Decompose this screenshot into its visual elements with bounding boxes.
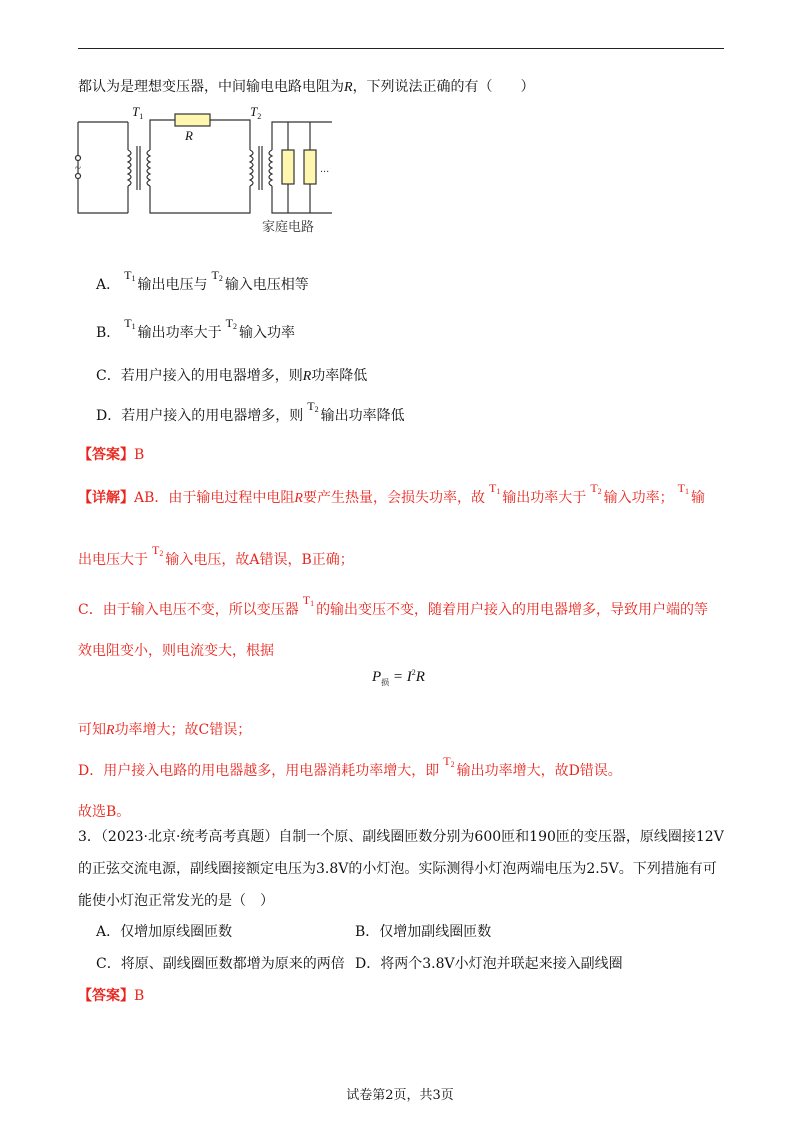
ac-terminal-bottom [76,174,81,179]
t1-symbol: $T_1$ [677,481,689,496]
option-letter: A． [96,277,121,293]
detail-text: 输出功率增大，故D错误。 [456,763,622,779]
option-text: 输入功率 [238,325,295,341]
detail-line-5 [78,720,251,741]
option-text: 输出功率降低 [320,408,405,424]
more-loads-ellipsis: ... [320,163,330,175]
answer-value: B [134,447,145,463]
detail-text: 出电压大于 [78,552,148,568]
detail-line-1 [78,481,705,512]
page-footer: 试卷第2页，共3页 [346,1088,454,1103]
detail-tag: 【详解】 [78,490,134,506]
q3-line-3: 能使小灯泡正常发光的是（ ） [78,893,274,909]
t2-symbol: $T_2$ [307,399,319,414]
t1-label: $T_1$ [132,104,144,121]
option-text: 功率降低 [311,368,368,384]
detail-line-2 [78,543,354,574]
r-symbol: R [106,723,115,738]
t1-symbol: $T_1$ [124,268,136,283]
formula-subscript: 损 [381,678,390,687]
detail-text: 的输出变压不变，随着用户接入的用电器增多，导致用户端的等 [316,602,709,618]
option-text: 若用户接入的用电器增多，则 [121,408,304,424]
option-text: 输出功率大于 [137,325,222,341]
ac-terminal-top [76,156,81,161]
t1-symbol: $T_1$ [302,593,315,608]
r-symbol: R [302,369,312,384]
t2-symbol: $T_2$ [443,754,455,769]
t2-label: $T_2$ [250,104,262,121]
t2-symbol: $T_2$ [590,481,602,496]
detail-text: 输 [691,490,705,506]
t1-primary-coil [128,150,131,186]
t2-secondary-coil [269,150,272,186]
household-load-2 [304,150,316,184]
q3-option-a: A．仅增加原线圈匝数 [96,924,233,940]
option-b [96,316,295,347]
r-symbol: R [294,491,303,506]
t2-primary-coil [250,150,253,186]
t1-symbol: $T_1$ [488,481,501,496]
option-a [96,268,309,299]
household-load-1 [282,150,294,184]
power-loss-formula [372,668,425,688]
option-text: 若用户接入的用电器增多，则 [120,368,303,384]
answer-2 [78,986,144,1006]
detail-text: 要产生热量，会损失功率，故 [302,490,485,506]
t1-secondary-coil [147,150,150,186]
r-label: R [185,128,193,143]
detail-text: 输出功率大于 [502,490,587,506]
option-c [96,366,367,387]
primary-wire-left [78,122,128,213]
q3-option-d: D．将两个3.8V小灯泡并联起来接入副线圈 [355,956,623,972]
option-text: 输入电压相等 [224,277,309,293]
detail-line-3 [78,593,709,624]
household-circuit-label: 家庭电路 [262,220,315,235]
formula-r: R [415,669,425,685]
formula-superscript: 2 [411,668,416,677]
question-intro [78,77,535,98]
answer-tag: 【答案】 [78,988,134,1004]
resistor-r [175,114,210,126]
detail-text: AB．由于输电过程中电阻 [134,490,295,506]
detail-text: D．用户接入电路的用电器越多，用电器消耗功率增大，即 [78,763,440,779]
t2-symbol: $T_2$ [152,543,164,558]
answer-tag: 【答案】 [78,447,134,463]
t2-symbol: $T_2$ [225,316,237,331]
answer-1 [78,445,144,465]
q3-option-b: B．仅增加副线圈匝数 [355,924,492,940]
header-rule [78,48,724,49]
option-letter: C． [96,368,121,384]
formula-p: P [372,669,382,685]
intro-text-end: ，下列说法正确的有（ ） [352,79,535,95]
t1-symbol: $T_1$ [124,316,136,331]
transformer-circuit-diagram [70,98,350,238]
detail-text: 输入电压，故A错误，B正确； [165,552,354,568]
option-text: 输出电压与 [137,277,208,293]
r-symbol: R [344,80,353,95]
q3-option-c: C．将原、副线圈匝数都增为原来的两倍 [96,956,345,972]
option-d [96,399,405,430]
detail-line-6 [78,754,622,785]
option-letter: B． [96,325,121,341]
formula-eq: = I [389,669,412,685]
detail-line-4: 效电阻变小，则电流变大，根据 [78,643,274,659]
detail-conclusion: 故选B。 [78,804,131,820]
detail-text: C．由于输入电压不变，所以变压器 [78,602,299,618]
ac-symbol: ~ [75,162,81,174]
answer-value: B [134,988,145,1004]
detail-text: 功率增大；故C错误； [114,722,252,738]
option-letter: D． [96,408,122,424]
t2-symbol: $T_2$ [211,268,223,283]
intro-text: 都认为是理想变压器，中间输电电路电阻为 [78,79,344,95]
q3-line-1: 3．（2023·北京·统考高考真题）自制一个原、副线圈匝数分别为600匝和190匝的变压器，原线圈接12V [78,829,724,845]
detail-text: 输入功率； [603,490,674,506]
q3-line-2: 的正弦交流电源，副线圈接额定电压为3.8V的小灯泡。实际测得小灯泡两端电压为2.5V。下列措施有可 [78,861,717,877]
detail-text: 可知 [78,722,106,738]
